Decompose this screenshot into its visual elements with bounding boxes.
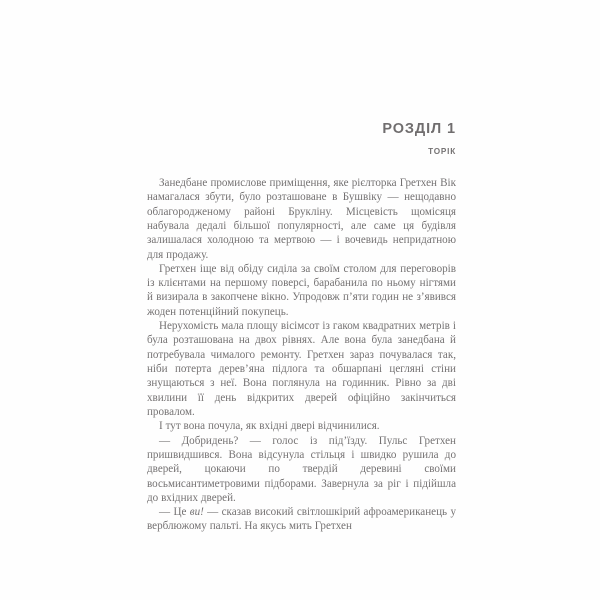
paragraph-text-after-emphasis: — сказав високий світлошкірий афроамериканець у верблюжому пальті. На якусь мить Гретхен (147, 506, 456, 533)
chapter-heading-block (147, 122, 456, 156)
emphasized-word: ви! (189, 506, 204, 519)
paragraph: І тут вона почула, як вхідні двері відчинилися. (159, 420, 380, 433)
chapter-title: РОЗДІЛ 1 (382, 121, 456, 137)
paragraph: Нерухомість мала площу вісімсот із гаком квадратних метрів і була розташована на двох рівнях. Але вона була занедбана й потребувала чималого ремонту. Гретхен зараз почувалася так, ніби потерта дерев’яна підлога та обшарпані цегляні стіни знущаються з неї. Вона поглянула на годинник. Рівно за дві хвилини її день відкритих дверей офіційно закінчиться провалом. (147, 320, 456, 418)
paragraph-with-emphasis (147, 505, 456, 534)
paragraph: Занедбане промислове приміщення, яке рієлторка Гретхен Вік намагалася збути, було розташоване в Бушвіку — нещодавно облагородженому районі Брукліну. Місцевість щомісяця набувала дедалі більшої популярності, але саме ця будівля залишалася холодною та мертвою — і вочевидь непридатною для продажу. (147, 176, 456, 261)
paragraph: — Добридень? — голос із під’їзду. Пульс Гретхен пришвидшився. Вона відсунула стільця і швидко рушила до дверей, цокаючи по твердій деревині своїми восьмисантиметровими підборами. Завернула за ріг і підійшла до вхідних дверей. (147, 434, 456, 504)
paragraph-text-before-emphasis: — Це (159, 506, 190, 519)
text-column (147, 122, 456, 534)
body-text (147, 176, 456, 534)
paragraph: Гретхен іще від обіду сиділа за своїм столом для переговорів із клієнтами на першому поверсі, барабанила по ньому нігтями й визирала в закопчене вікно. Упродовж п’яти годин не з’явився жоден потенційний покупець. (147, 262, 456, 318)
chapter-subtitle: ТОРІК (428, 146, 456, 156)
